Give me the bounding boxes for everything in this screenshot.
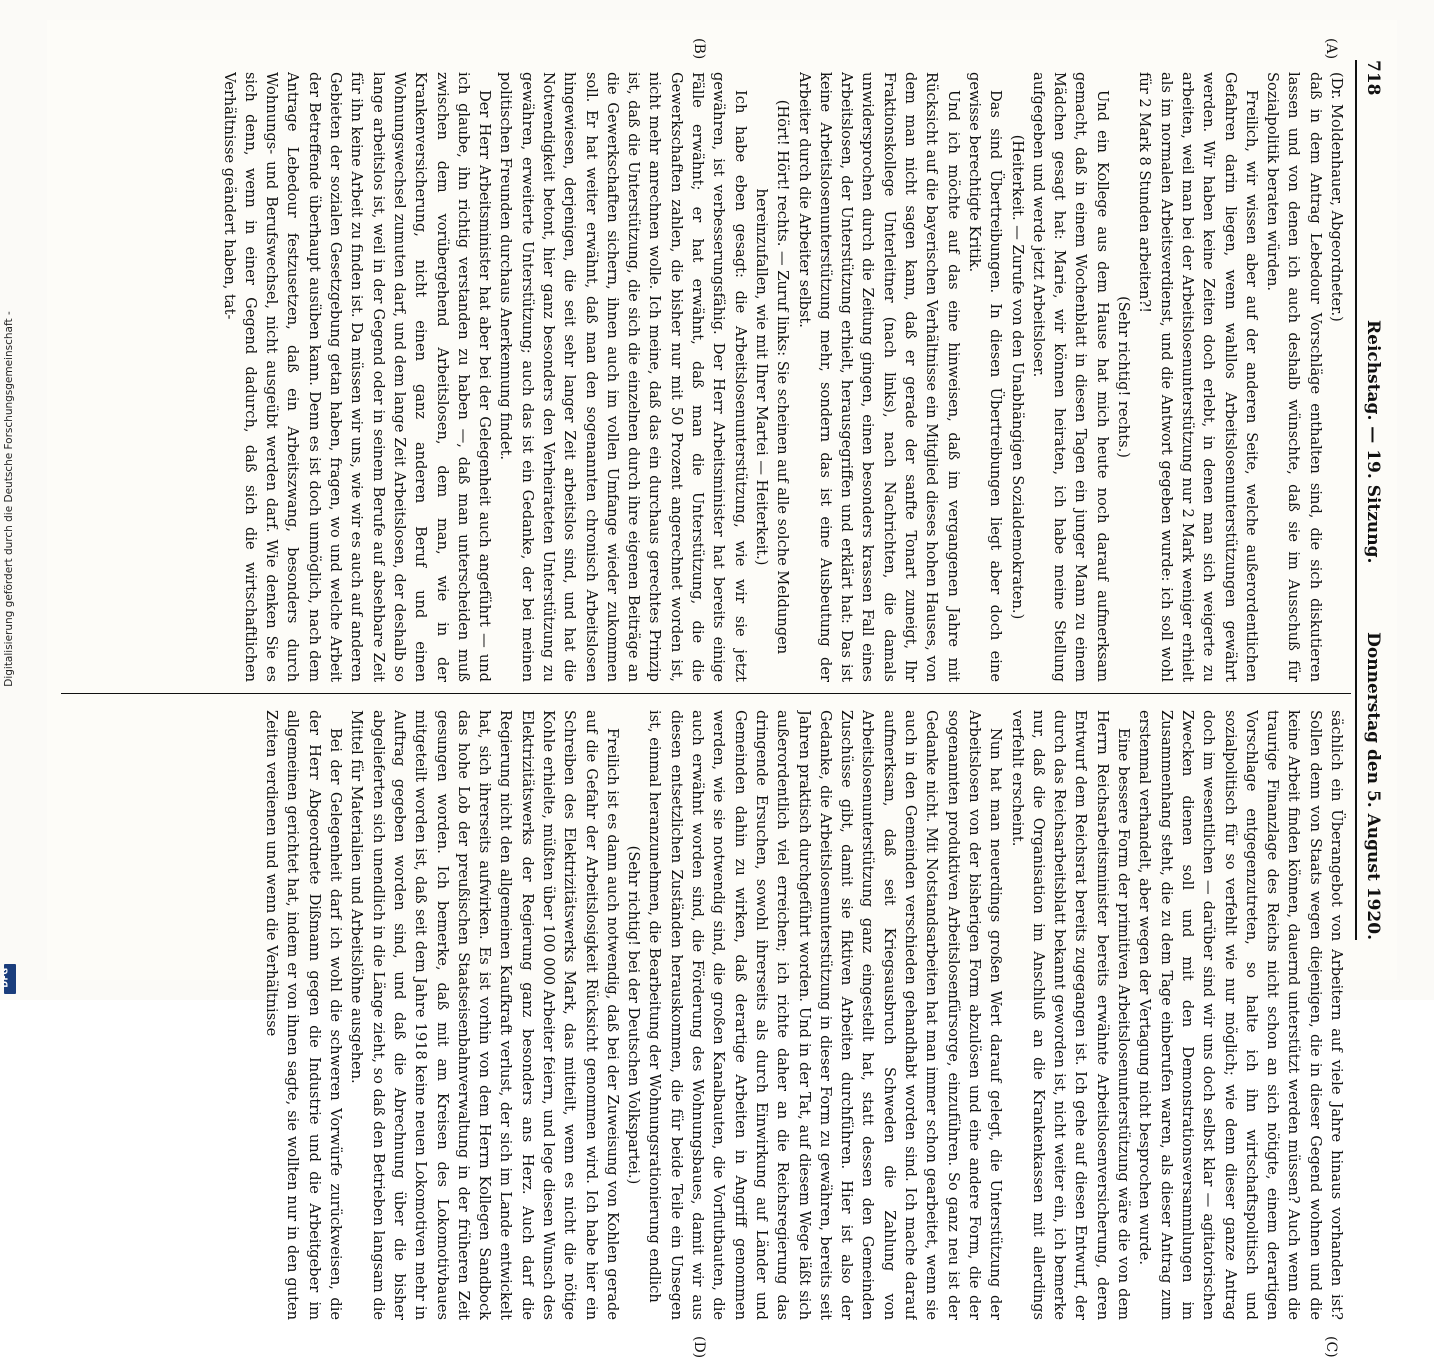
left-column: [57, 72, 1347, 682]
paragraph: Das sind Übertreibungen. In diesen Übertreibungen liegt aber doch eine gewisse berechtigte Kritik.: [965, 72, 1005, 682]
column-divider: [61, 693, 1351, 694]
interjection: (Hört! Hört! rechts. — Zuruf links: Sie scheinen auf alle solche Meldungen hereinzufallen, wie mit Ihrer Martei — Heiterkeit.): [752, 99, 792, 655]
margin-letter-b: (B): [691, 38, 707, 60]
interjection: (Heiterkeit. — Zurufe von den Unabhängigen Sozialdemokraten.): [1008, 134, 1026, 620]
margin-letter-c: (C): [1323, 1336, 1339, 1358]
paragraph: Ich habe eben gesagt: die Arbeitslosenunterstützung, wie wir sie jetzt gewähren, ist verbesserungsfähig. Der Herr Arbeitsminister hat bereits einige Fälle erwähnt; er hat erwähnt, daß man die Unterstützung, die die Gewerkschaften zahlen, die bisher nur mit 50 Prozent angerechnet worden ist, nicht mehr anrechnen wolle. Ich meine, daß das ein durchaus gerechtes Prinzip ist, daß die Unterstützung, die sich die einzelnen durch ihre eigenen Beiträge an die Gewerkschaften sichern, ihnen auch im vollen Umfange wieder zukommen soll. Er hat weiter erwähnt, daß man den sogenannten chronisch Arbeitslosen hingewiesen, derjenigen, die seit sehr langer Zeit arbeitslos sind, und hat die Notwendigkeit betont, hier ganz besonders den Verheirateten Unterstützung zu gewähren, erweiterte Unterstützung; auch das ist ein Gedanke, der bei meinen politischen Freunden durchaus Anerkennung findet.: [497, 72, 749, 682]
paragraph: Und ein Kollege aus dem Hause hat mich heute noch darauf aufmerksam gemacht, daß in einem Wochenblatt in diesen Tagen ein junger Mann zu einem Mädchen gesagt hat: Marie, wir können heiraten, ich habe meine Stellung aufgegeben und werde jetzt Arbeitsloser.: [1029, 72, 1111, 682]
digitization-credit: Digitalisierung gefördert durch die Deutsche Forschungsgemeinschaft -: [3, 311, 15, 687]
paragraph: Freilich ist es dann auch notwendig, daß bei der Zuweisung von Kohlen gerade auf die Gefahr der Arbeitslosigkeit Rücksicht genommen wird. Ich habe hier ein Schreiben des Elektrizitätswerks Mark, das mitteilt, wenn es nicht die nötige Kohle erhielte, müßten über 100 000 Arbeiter feiern, und lege diesen Wunsch des Elektrizitätswerks der Regierung ganz besonders ans Herz. Auch darf die Regierung nicht den allgemeinen Kaufkraft verlust, der sich im Lande entwickelt hat, sich ihrerseits aufwirken. Es ist vorhin von dem Herrn Kollegen Sandbock das hohe Lob der preußischen Staatseisenbahnverwaltung in der früheren Zeit gesungen worden. Ich bemerke, daß mit am Kreisen des Lokomotivbaues mitgeteilt worden ist, daß seit dem Jahre 1918 keine neuen Lokomotiven mehr in Auftrag gegeben worden sind, und daß die Abrechnung über die bisher abgelieferten sich unendlich in die Länge zieht, so daß den Betrieben langsam die Mittel für Materialien und Arbeitslöhne ausgehen.: [348, 710, 621, 1320]
interjection: (Sehr richtig! bei der Deutschen Volkspartei.): [625, 845, 643, 1185]
interjection: (Sehr richtig! rechts.): [1115, 296, 1133, 458]
paragraph: Freilich, wir wissen aber auf der anderen Seite, welche außerordentlichen Gefahren darin liegen, wenn wahllos Arbeitslosenunterstützungen gewährt werden. Wir haben keine Zeiten doch erlebt, in denen man sich weigerte zu arbeiten, weil man bei der Arbeitslosenunterstützung nur 2 Mark weniger erhielt als im normalen Arbeitsverdienst, und die Antwort gegeben wurde: ich soll wohl für 2 Mark 8 Stunden arbeiten?!: [1136, 72, 1260, 682]
paragraph: Der Herr Arbeitsminister hat aber bei der Gelegenheit auch angeführt — und ich glaube, ihn richtig verstanden zu haben —, daß man unterscheiden muß zwischen dem vorübergehend Arbeitslosen, dem man, wie in der Krankenversicherung, nicht einen ganz anderen Beruf und einen Wohnungswechsel zumuten darf, und dem lange Zeit Arbeitslosen, der deshalb so lange arbeitslos ist, weil in der Gegend oder in seinem Berufe auf absehbare Zeit für ihn keine Arbeit zu finden ist. Da müssen wir uns, wie wir es auch auf anderen Gebieten der sozialen Gesetzgebung getan haben, fragen, wo und welche Arbeit der Betreffende überhaupt ausüben kann. Denn es ist doch unmöglich, nach dem Antrage Lebedour festzusetzen, daß ein Arbeitszwang, besonders durch Wohnungs- und Berufswechsel, nicht ausgeübt werden darf. Wie denken Sie es sich denn, wenn in einer Gegend dadurch, daß sich die wirtschaftlichen Verhältnisse geändert haben, tat-: [220, 72, 494, 682]
paragraph: Und ich möchte auf das eine hinweisen, daß im vergangenen Jahre mit Rücksicht auf die bayerischen Verhältnisse ein Mitglied dieses hohen Hauses, von dem man nicht sagen kann, daß er gerade der sanfte Tonart zuneigt, Ihr Fraktionskollege Unterleitner (nach links), nach Nachrichten, die damals unwidersprochen durch die Zeitung gingen, einen besonders krassen Fall eines Arbeitslosen, der Unterstützung erhielt, herausgegriffen und erklärt hat: Das ist keine Arbeitslosenunterstützung mehr, sondern das ist eine Ausbeutung der Arbeiter durch die Arbeiter selbst.: [795, 72, 962, 682]
running-head: [1357, 60, 1387, 940]
paragraph: Bei der Gelegenheit darf ich wohl die schweren Vorwürfe zurückweisen, die der Herr Abgeordnete Dißmann gegen die Industrie und die Arbeitgeber im allgemeinen gerichtet hat, indem er von ihnen sagte, sie wollten nur in den guten Zeiten verdienen und wenn die Verhältnisse: [263, 710, 345, 1320]
printed-page: [47, 20, 1397, 1358]
dfg-logo-text: DFG: [0, 967, 10, 988]
right-column: [57, 710, 1347, 1320]
speaker-attribution: (Dr. Moldenhauer, Abgeordneter.): [1328, 72, 1345, 322]
running-head-date: Donnerstag den 5. August 1920.: [1363, 632, 1383, 940]
running-head-title: Reichstag. — 19. Sitzung.: [1363, 320, 1383, 564]
margin-letter-a: (A): [1323, 38, 1339, 60]
paragraph: daß in dem Antrag Lebedour Vorschläge enthalten sind, die sich diskutieren lassen und von denen ich auch deshalb wünschte, daß sie im Ausschuß für Sozialpolitik beraten würden.: [1264, 72, 1324, 682]
paragraph: sächlich ein Überangebot von Arbeitern auf viele Jahre hinaus vorhanden ist? Sollen denn von Staats wegen diejenigen, die in dieser Gegend wohnen und die keine Arbeit finden können, dauernd unterstützt werden müssen? Auch wenn die traurige Finanzlage des Reichs nicht schon an sich nötigte, einem derartigen Vorschlage entgegenzutreten, so halte ich ihn wirtschaftspolitisch und sozialpolitisch für so verfehlt wie nur möglich; wie denn dieser ganze Antrag doch im wesentlichen — darüber sind wir uns doch selbst klar — agitatorischen Zwecken dienen soll und mit den Demonstrationsversammlungen im Zusammenhang steht, die zu dem Tage einberufen waren, als dieser Antrag zum erstenmal verhandelt, aber wegen der Vertagung nicht besprochen wurde.: [1136, 710, 1345, 1320]
page-number: 718: [1363, 60, 1383, 96]
margin-letter-d: (D): [691, 1336, 707, 1358]
paragraph: Nun hat man neuerdings großen Wert darauf gelegt, die Unterstützung der Arbeitslosen von der bisherigen Form abzulösen und eine andere Form, die der sogenannten produktiven Arbeitslosenfürsorge, einzuführen. So ganz neu ist der Gedanke nicht. Mit Notstandsarbeiten hat man immer schon gearbeitet, wenn sie auch in den Gemeinden verschieden gehandhabt worden sind. Ich mache darauf aufmerksam, daß seit Kriegsausbruch Schweden die Zahlung von Arbeitslosenunterstützung ganz eingestellt hat, statt dessen den Gemeinden Zuschüsse gibt, damit sie fiktiven Arbeiten durchführen. Hier ist also der Gedanke, die Arbeitslosenunterstützung in dieser Form zu gewähren, bereits seit Jahren praktisch durchgeführt worden. Und in der Tat, auf diesem Wege läßt sich außerordentlich viel erreichen; ich richte daher an die Reichsregierung das dringende Ersuchen, sowohl ihrerseits als durch Einwirkung auf Länder und Gemeinden dahin zu wirken, daß derartige Arbeiten in Angriff genommen werden, wie sie notwendig sind, die großen Kanalbauten, die Vorflutbauten, die auch erwähnt worden sind, die Förderung des Wohnungsbaues, damit wir aus diesen entsetzlichen Zuständen herauskommen, die für beide Teile ein Unsegen ist, einmal heranzunehmen, die Bearbeitung der Wohnungsrationierung endlich: [646, 710, 1005, 1320]
header-rule: [1355, 60, 1357, 940]
paragraph: Eine bessere Form der primitiven Arbeitslosenunterstützung wäre die von dem Herrn Reichsarbeitsminister bereits erwähnte Arbeitslosenversicherung, deren Entwurf dem Reichsrat bereits zugegangen ist. Ich gehe auf diesen Entwurf, der durch das Reichsarbeitsblatt bekannt geworden ist, nicht weiter ein, ich bemerke nur, daß die Organisation im Anschluß an die Krankenkassen mit allerdings verfehlt erscheint.: [1008, 710, 1133, 1320]
dfg-logo: [0, 964, 16, 994]
